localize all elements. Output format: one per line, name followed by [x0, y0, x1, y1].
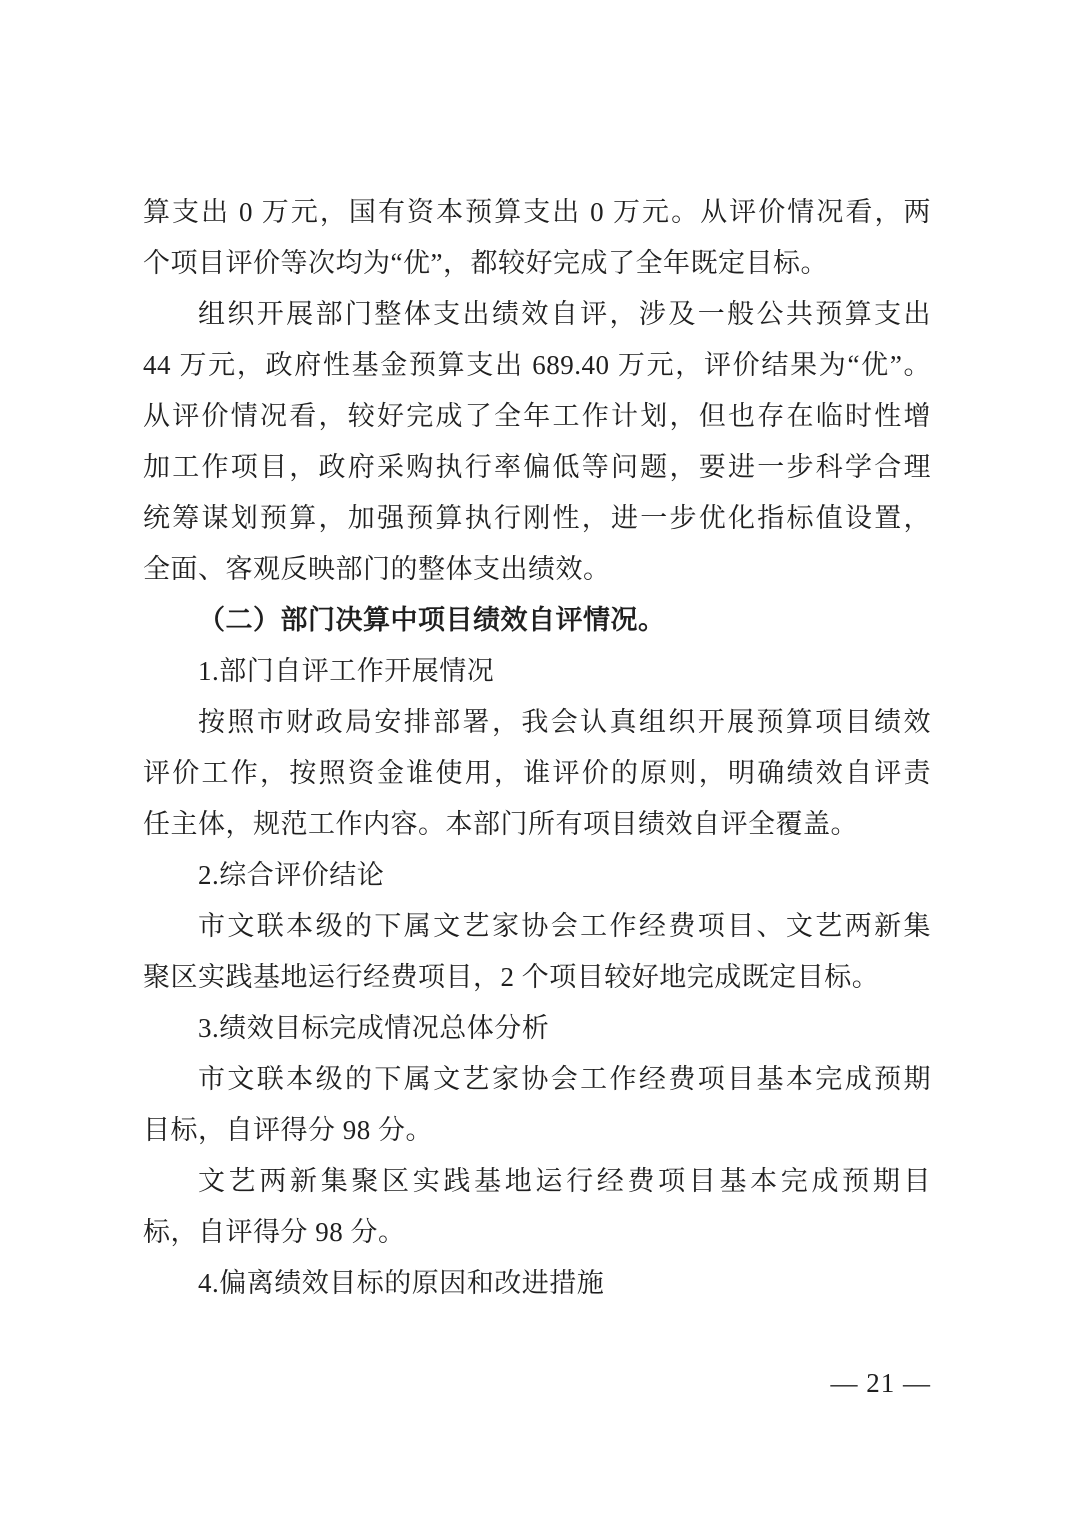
text-line: 1.部门自评工作开展情况 — [198, 656, 495, 686]
text-line: 目标，自评得分 98 分。 — [143, 1115, 433, 1145]
text-line: 3.绩效目标完成情况总体分析 — [198, 1013, 550, 1043]
text-line: 个项目评价等次均为“优”，都较好完成了全年既定目标。 — [143, 248, 828, 278]
text-line: 市文联本级的下属文艺家协会工作经费项目、文艺两新集 — [198, 911, 931, 941]
text-line: 统筹谋划预算，加强预算执行刚性，进一步优化指标值设置， — [143, 503, 931, 533]
text-line: （二）部门决算中项目绩效自评情况。 — [198, 605, 666, 635]
text-line: 标，自评得分 98 分。 — [143, 1217, 406, 1247]
text-line: 加工作项目，政府采购执行率偏低等问题，要进一步科学合理 — [143, 452, 931, 482]
text-line: 2.综合评价结论 — [198, 860, 385, 890]
document-body — [143, 187, 931, 1309]
text-line: 算支出 0 万元，国有资本预算支出 0 万元。从评价情况看，两 — [143, 197, 931, 227]
text-line: 44 万元，政府性基金预算支出 689.40 万元，评价结果为“优”。 — [143, 350, 931, 380]
text-line: 从评价情况看，较好完成了全年工作计划，但也存在临时性增 — [143, 401, 931, 431]
text-line: 市文联本级的下属文艺家协会工作经费项目基本完成预期 — [198, 1064, 931, 1094]
text-line: 评价工作，按照资金谁使用，谁评价的原则，明确绩效自评责 — [143, 758, 931, 788]
text-line: 按照市财政局安排部署，我会认真组织开展预算项目绩效 — [198, 707, 931, 737]
page-footer — [143, 1366, 931, 1400]
text-line: 全面、客观反映部门的整体支出绩效。 — [143, 554, 611, 584]
page-number: — 21 — — [830, 1368, 931, 1398]
text-line: 组织开展部门整体支出绩效自评，涉及一般公共预算支出 — [198, 299, 931, 329]
text-line: 文艺两新集聚区实践基地运行经费项目基本完成预期目 — [198, 1166, 931, 1196]
text-line: 任主体，规范工作内容。本部门所有项目绩效自评全覆盖。 — [143, 809, 858, 839]
text-line: 聚区实践基地运行经费项目，2 个项目较好地完成既定目标。 — [143, 962, 880, 992]
text-line: 4.偏离绩效目标的原因和改进措施 — [198, 1268, 605, 1298]
